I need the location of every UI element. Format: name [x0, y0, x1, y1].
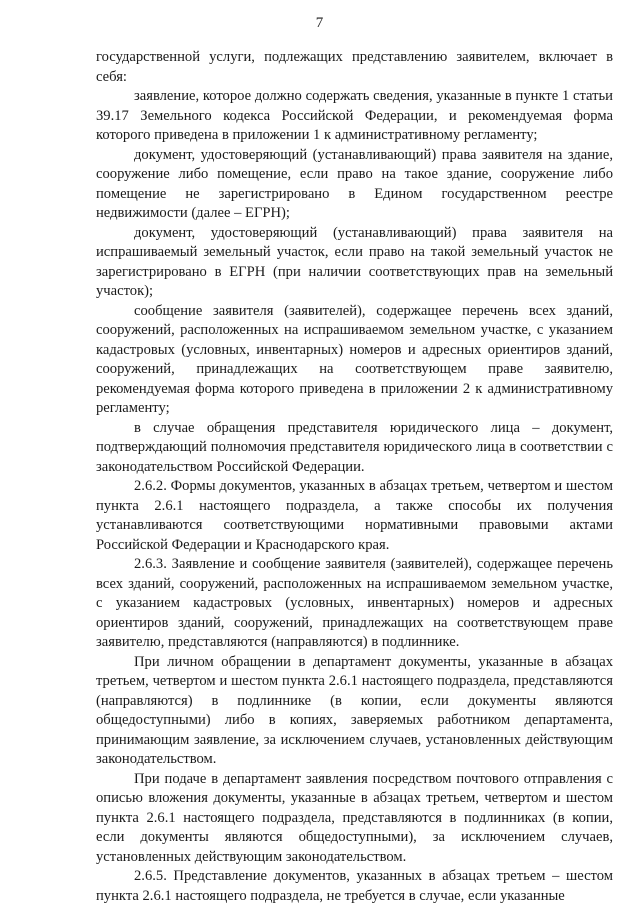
paragraph-2-6-3: 2.6.3. Заявление и сообщение заявителя (заявителей), содержащее перечень всех зданий, сооружений, расположенных на испрашиваемом земельном участке, с указанием кадастровых (условных, инвентарных) номеров и адресных ориентиров зданий, сооружений, принадлежащих на соответствующем праве заявителю, представляются (направляются) в подлиннике.: [96, 556, 613, 650]
paragraph-personal-submission: При личном обращении в департамент документы, указанные в абзацах третьем, четвертом и шестом пункта 2.6.1 настоящего подраздела, представляются (направляются) в подлиннике (в копии, если документы являются общедоступными) либо в копиях, заверяемых работником департамента, принимающим заявление, за исключением случаев, установленных действующим законодательством.: [96, 653, 613, 767]
document-body: [96, 48, 613, 906]
paragraph-2-6-5: 2.6.5. Представление документов, указанных в абзацах третьем – шестом пункта 2.6.1 настоящего подраздела, не требуется в случае, если указанные: [96, 868, 613, 904]
paragraph-2-6-2: 2.6.2. Формы документов, указанных в абзацах третьем, четвертом и шестом пункта 2.6.1 настоящего подраздела, а также способы их получения устанавливаются соответствующими нормативными правовыми актами Российской Федерации и Краснодарского края.: [96, 478, 613, 553]
paragraph-continuation: государственной услуги, подлежащих представлению заявителем, включает в себя:: [96, 49, 613, 85]
page-number: 7: [315, 15, 324, 31]
paragraph-land-rights: документ, удостоверяющий (устанавливающий) права заявителя на испрашиваемый земельный участок, если право на такой земельный участок не зарегистрировано в ЕГРН (при наличии соответствующих прав на земельный участок);: [96, 224, 613, 299]
paragraph-building-rights: документ, удостоверяющий (устанавливающий) права заявителя на здание, сооружение либо помещение, если право на такое здание, сооружение либо помещение не зарегистрировано в Едином государственном реестре недвижимости (далее – ЕГРН);: [96, 146, 613, 221]
paragraph-representative: в случае обращения представителя юридического лица – документ, подтверждающий полномочия представителя юридического лица в соответствии с законодательством Российской Федерации.: [96, 419, 613, 475]
paragraph-buildings-list: сообщение заявителя (заявителей), содержащее перечень всех зданий, сооружений, расположенных на испрашиваемом земельном участке, с указанием кадастровых (условных, инвентарных) номеров и адресных ориентиров зданий, сооружений, принадлежащих на соответствующем праве заявителю, рекомендуемая форма которого приведена в приложении 2 к административному регламенту;: [96, 302, 613, 416]
paragraph-postal-submission: При подаче в департамент заявления посредством почтового отправления с описью вложения документы, указанные в абзацах третьем, четвертом и шестом пункта 2.6.1 настоящего подраздела, представляются в подлинниках (в копии, если документы являются общедоступными), за исключением случаев, установленных действующим законодательством.: [96, 770, 613, 865]
paragraph-application: заявление, которое должно содержать сведения, указанные в пункте 1 статьи 39.17 Земельного кодекса Российской Федерации, и рекомендуемая форма которого приведена в приложении 1 к административному регламенту;: [96, 88, 613, 143]
